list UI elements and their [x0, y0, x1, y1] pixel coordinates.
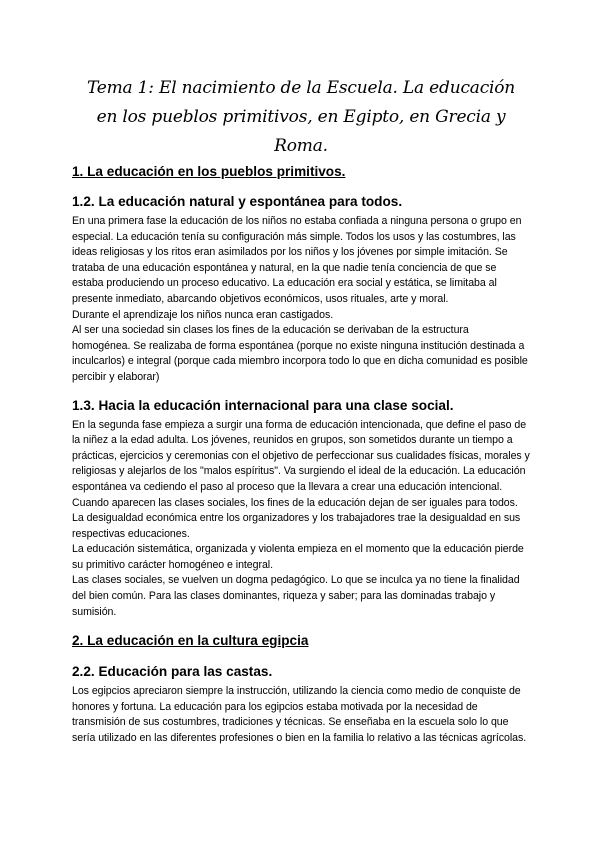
section-heading: 2. La educación en la cultura egipcia	[72, 633, 309, 649]
section-heading: 1. La educación en los pueblos primitivos.	[72, 164, 346, 179]
subsection-castes-education	[72, 663, 530, 746]
paragraph: Al ser una sociedad sin clases los fines de la educación se derivaban de la estructura homogénea. Se realizaba de forma espontánea (porque no existe ninguna institución destinada a inculcarlos) e integral (porque cada miembro incorpora todo lo que en dicha comunidad es posible percibir y elaborar)	[72, 324, 528, 383]
subsection-natural-education	[72, 193, 530, 386]
paragraph: Cuando aparecen las clases sociales, los fines de la educación dejan de ser iguales para todos. La desigualdad económica entre los organizadores y los trabajadores trae la desigualdad en sus respectivas educaciones.	[72, 496, 521, 540]
paragraph: Durante el aprendizaje los niños nunca eran castigados.	[72, 308, 334, 321]
paragraph: En la segunda fase empieza a surgir una forma de educación intencionada, que define el paso de la niñez a la edad adulta. Los jóvenes, reunidos en grupos, son sometidos durante un tiempo a prácticas, ejercicios y ceremonias con el objetivo de perfeccionar sus cualidades físicas, morales y religiosas y alejarlos de los "malos espíritus". Va surgiendo el ideal de la educación. La educación espontánea va cediendo el paso al proceso que la llevara a crear una educación intencional.	[72, 418, 530, 493]
paragraph: En una primera fase la educación de los niños no estaba confiada a ninguna persona o grupo en especial. La educación tenía su configuración más simple. Todos los usos y las costumbres, las ideas religiosas y los ritos eran asimilados por los niños y los jóvenes por simple imitación. Se trataba de una educación espontánea y natural, en la que nadie tenía conciencia de que se estaba produciendo un proceso educativo. La educación era social y estática, se limitaba al presente inmediato, abarcando objetivos económicos, usos rituales, arte y moral.	[72, 215, 522, 305]
paragraph: Los egipcios apreciaron siempre la instrucción, utilizando la ciencia como medio de conquiste de honores y fortuna. La educación para los egipcios estaba motivada por la necesidad de transmisión de sus costumbres, tradiciones y técnicas. Se enseñaba en la escuela solo lo que sería utilizado en las diferentes profesiones o bien en la familia lo relativo a las técnicas agrícolas.	[72, 685, 527, 745]
section-egyptian-culture	[72, 632, 530, 746]
subsection-heading: 1.3. Hacia la educación internacional para una clase social.	[72, 397, 454, 413]
section-primitive-peoples	[72, 163, 530, 620]
document-title: Tema 1: El nacimiento de la Escuela. La educación en los pueblos primitivos, en Egipto, en Grecia y Roma.	[86, 78, 516, 156]
subsection-heading: 2.2. Educación para las castas.	[72, 664, 273, 680]
subsection-heading: 1.2. La educación natural y espontánea para todos.	[72, 194, 403, 209]
paragraph: La educación sistemática, organizada y violenta empieza en el momento que la educación pierde su primitivo carácter homogéneo e integral.	[72, 543, 524, 571]
paragraph: Las clases sociales, se vuelven un dogma pedagógico. Lo que se inculca ya no tiene la finalidad del bien común. Para las clases dominantes, riqueza y saber; para las dominadas trabajo y sumisión.	[72, 574, 520, 618]
subsection-intentional-education	[72, 397, 530, 621]
